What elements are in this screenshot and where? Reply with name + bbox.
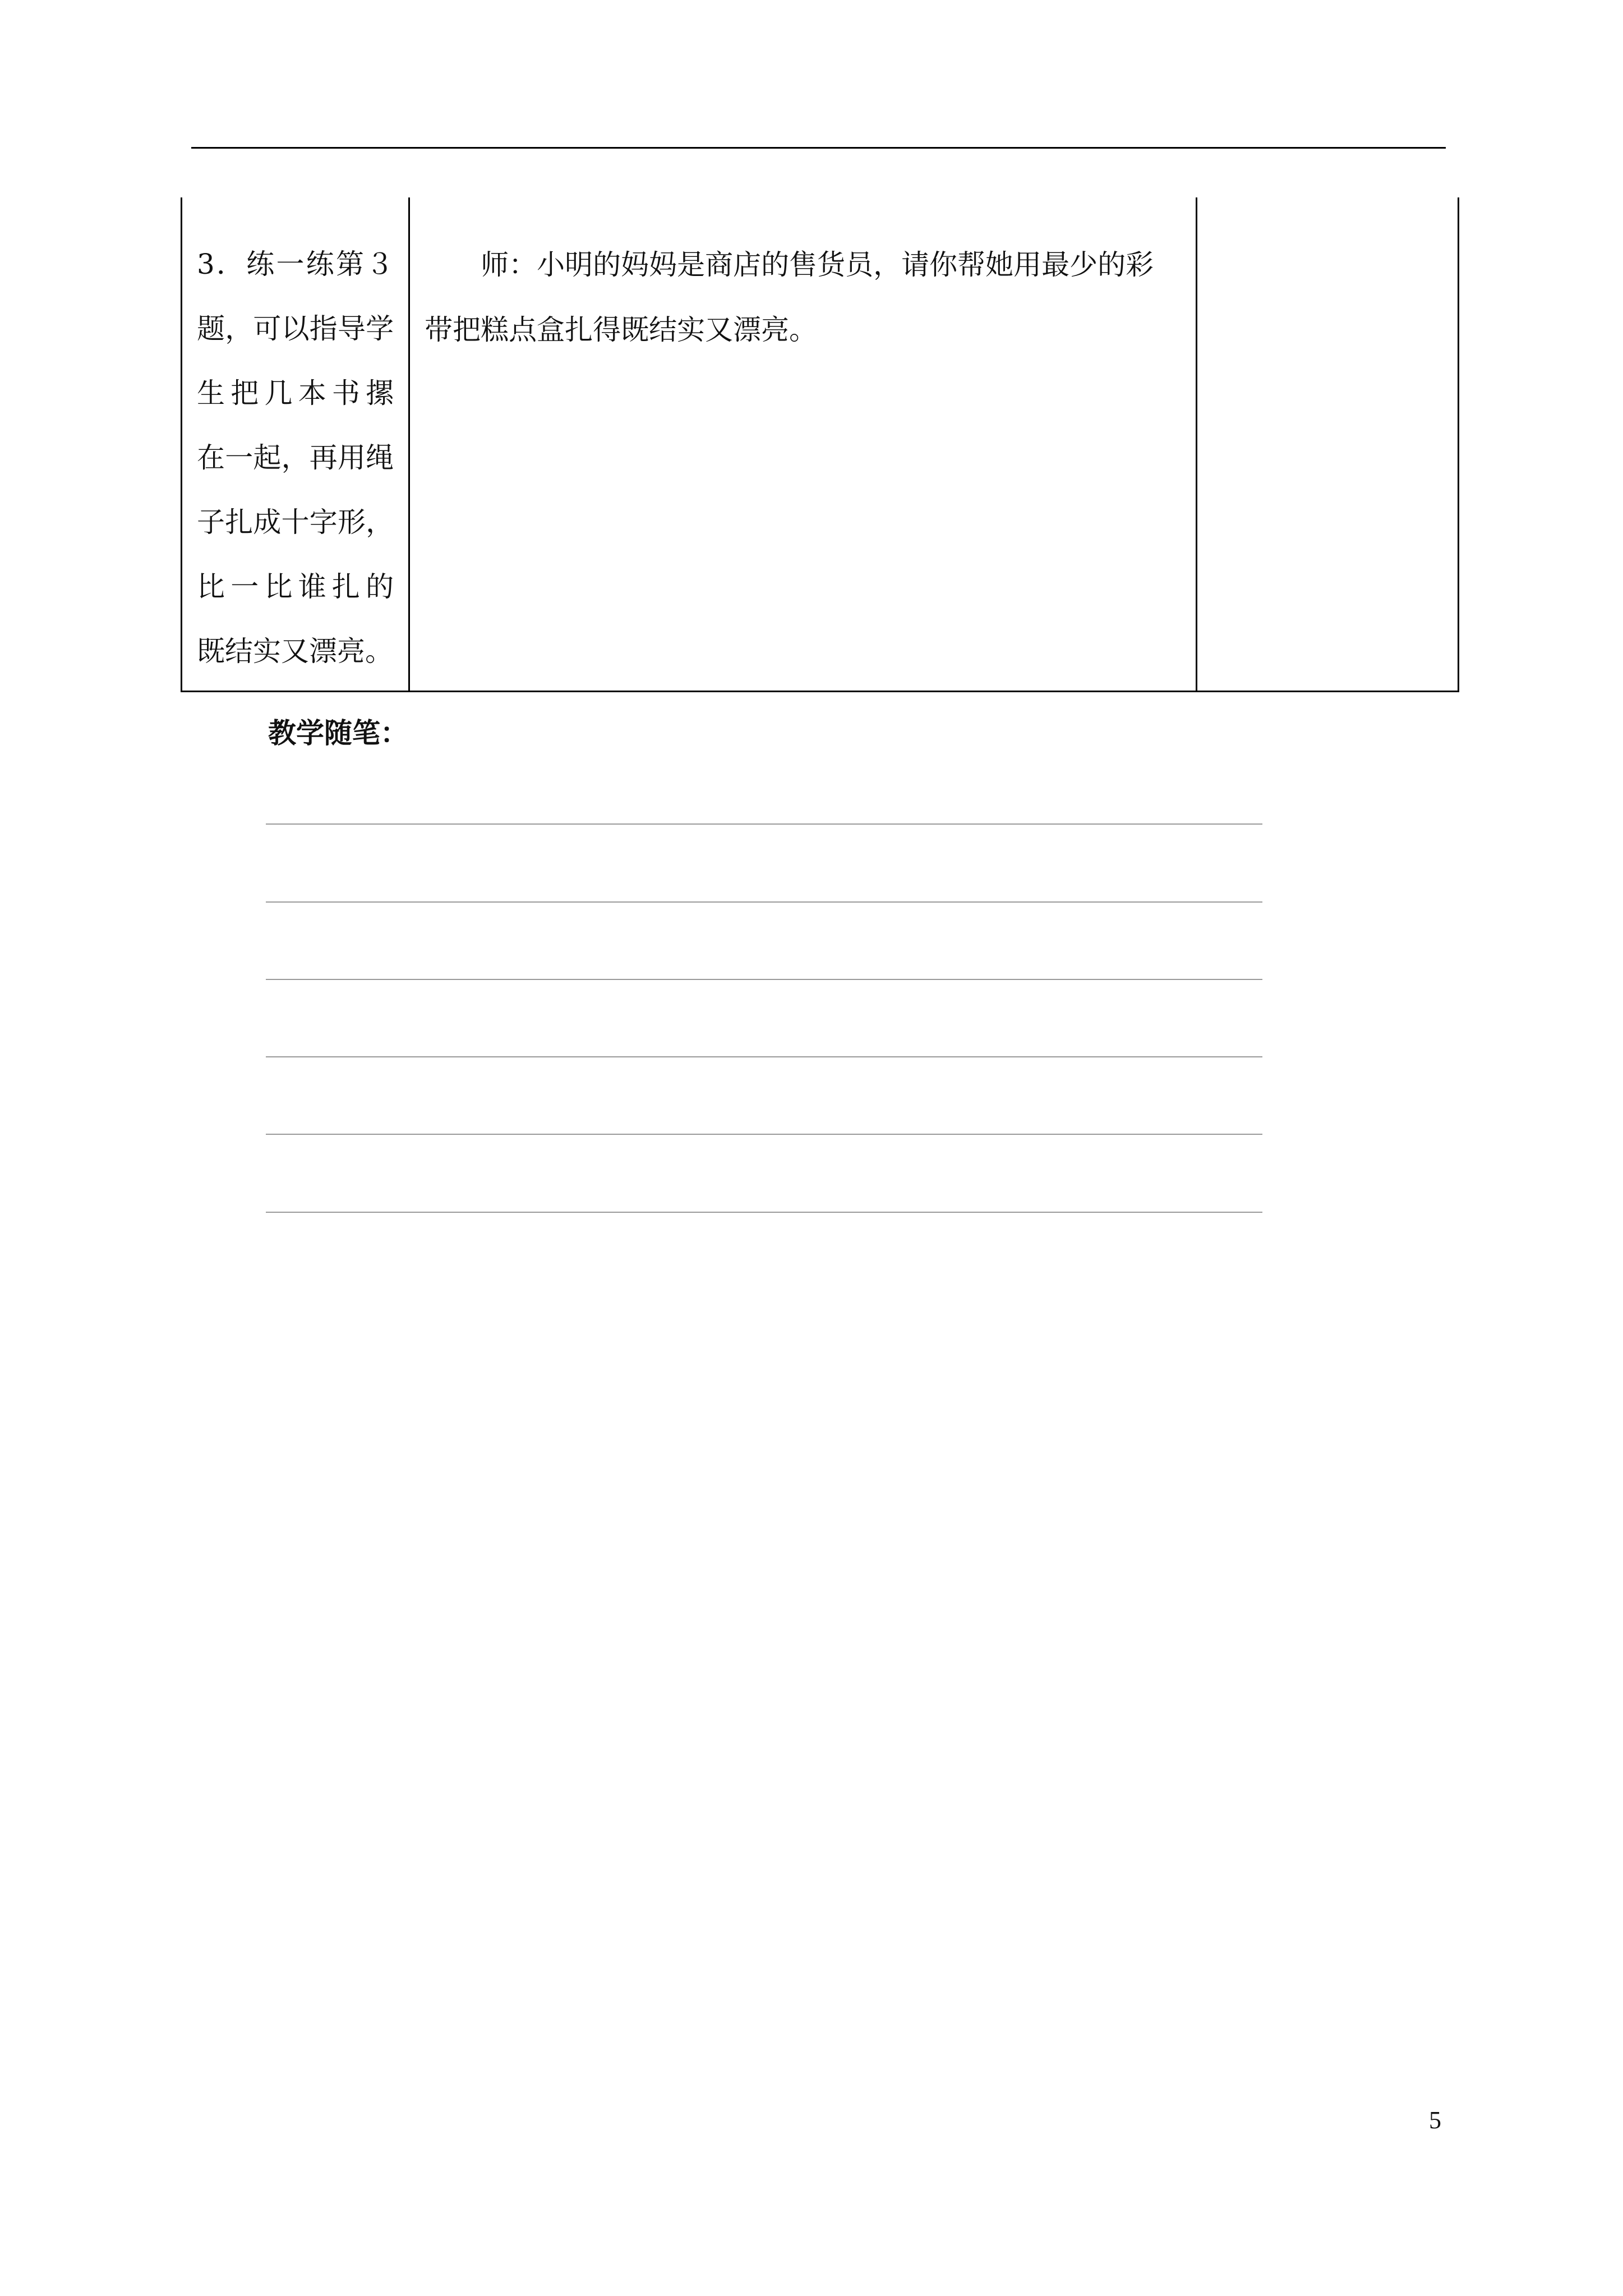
activity-line: 生把几本书摞 bbox=[197, 377, 394, 409]
empty-cell bbox=[1196, 197, 1458, 692]
note-line bbox=[266, 979, 1262, 980]
note-line bbox=[266, 1134, 1262, 1135]
teacher-dialogue: 师：小明的妈妈是商店的售货员，请你帮她用最少的彩带把糕点盒扎得既结实又漂亮。 bbox=[425, 249, 1154, 346]
note-line bbox=[266, 1056, 1262, 1057]
note-line bbox=[266, 823, 1262, 825]
notes-title: 教学随笔： bbox=[268, 717, 408, 749]
activity-line: 在一起，再用绳 bbox=[197, 441, 394, 474]
activity-cell bbox=[182, 197, 409, 692]
activity-line: 3．练一练第３ bbox=[197, 248, 394, 280]
activity-line: 子扎成十字形， bbox=[197, 506, 394, 539]
activity-line: 既结实又漂亮。 bbox=[197, 635, 393, 668]
note-line bbox=[266, 901, 1262, 903]
activity-line: 比一比谁扎的 bbox=[197, 570, 394, 603]
page-number: 5 bbox=[1429, 2106, 1441, 2134]
teacher-dialogue-cell bbox=[409, 197, 1197, 692]
note-line bbox=[266, 1212, 1262, 1213]
activity-line: 题，可以指导学 bbox=[197, 312, 394, 345]
lesson-table bbox=[181, 197, 1459, 692]
header-rule bbox=[191, 147, 1446, 149]
table-row bbox=[182, 197, 1459, 692]
